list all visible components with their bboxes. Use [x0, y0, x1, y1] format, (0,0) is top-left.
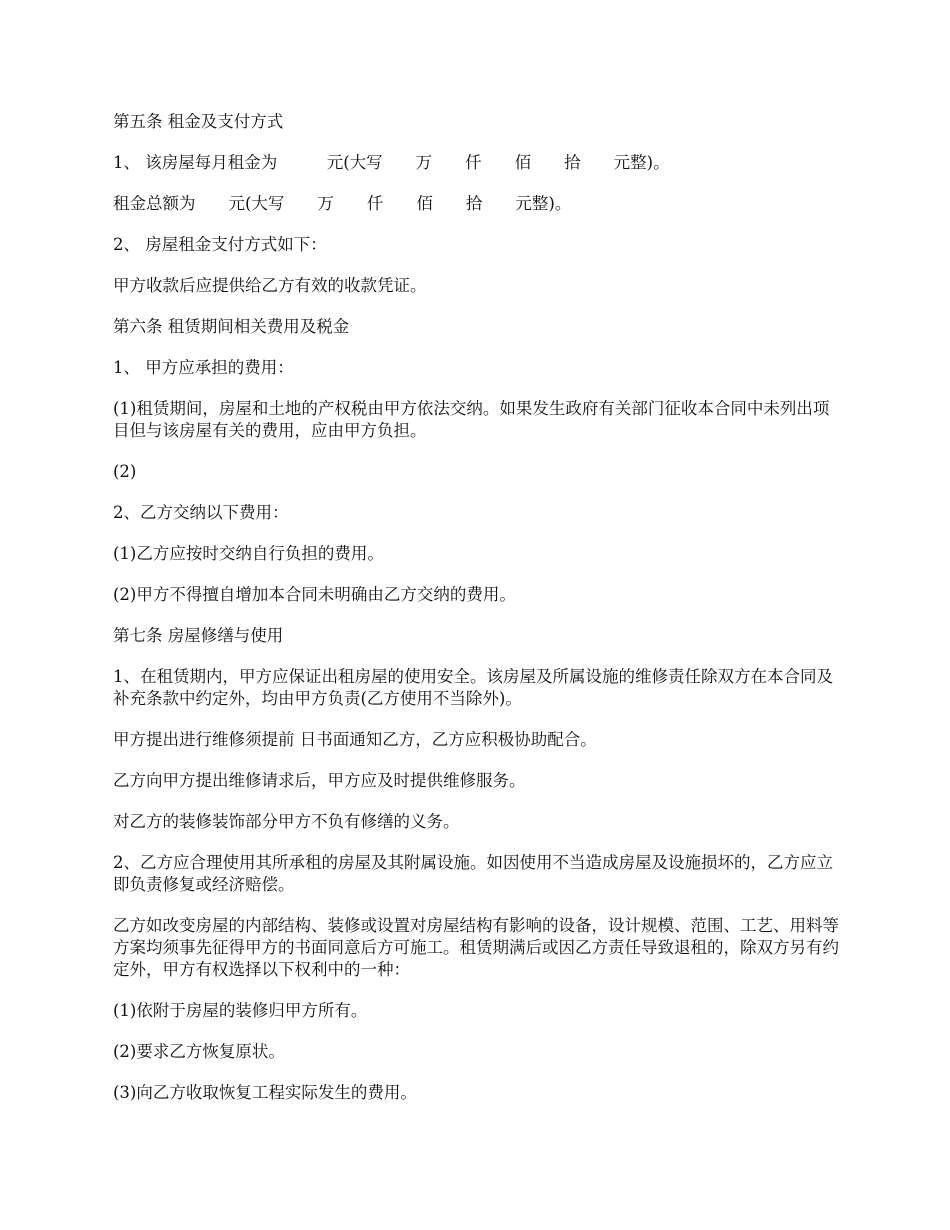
total-rent-clause: 租金总额为 元(大写 万 仟 佰 拾 元整)。 — [113, 194, 572, 213]
party-b-fee-item-2: (2)甲方不得擅自增加本合同未明确由乙方交纳的费用。 — [113, 585, 516, 604]
party-a-fee-item-2: (2) — [113, 462, 137, 481]
payment-method-clause: 2、 房屋租金支付方式如下： — [113, 235, 327, 254]
article-7-heading: 第七条 房屋修缮与使用 — [113, 626, 284, 645]
decoration-clause: 对乙方的装修装饰部分甲方不负有修缮的义务。 — [113, 812, 460, 831]
proper-use-clause: 2、乙方应合理使用其所承租的房屋及其附属设施。如因使用不当造成房屋及设施损坏的，乙方应立即负责修复或经济赔偿。 — [113, 853, 833, 894]
document-body — [113, 111, 843, 1123]
option-3: (3)向乙方收取恢复工程实际发生的费用。 — [113, 1083, 417, 1102]
repair-notice-clause: 甲方提出进行维修须提前 日书面通知乙方，乙方应积极协助配合。 — [113, 730, 597, 749]
party-a-fee-item-1: (1)租赁期间，房屋和土地的产权税由甲方依法交纳。如果发生政府有关部门征收本合同中未列出项目但与该房屋有关的费用，应由甲方负担。 — [113, 399, 830, 440]
party-b-fees-heading: 2、乙方交纳以下费用： — [113, 503, 289, 522]
party-a-fees-heading: 1、 甲方应承担的费用： — [113, 358, 294, 377]
article-5-heading: 第五条 租金及支付方式 — [113, 112, 284, 131]
repair-clause-1: 1、在租赁期内，甲方应保证出租房屋的使用安全。该房屋及所属设施的维修责任除双方在本合同及补充条款中约定外，均由甲方负责(乙方使用不当除外)。 — [113, 667, 833, 708]
monthly-rent-clause: 1、 该房屋每月租金为 元(大写 万 仟 佰 拾 元整)。 — [113, 153, 670, 172]
alteration-clause: 乙方如改变房屋的内部结构、装修或设置对房屋结构有影响的设备，设计规模、范围、工艺、用料等方案均须事先征得甲方的书面同意后方可施工。租赁期满后或因乙方责任导致退租的，除双方另有约定外，甲方有权选择以下权利中的一种： — [113, 916, 839, 979]
option-2: (2)要求乙方恢复原状。 — [113, 1042, 285, 1061]
article-6-heading: 第六条 租赁期间相关费用及税金 — [113, 317, 350, 336]
option-1: (1)依附于房屋的装修归甲方所有。 — [113, 1001, 368, 1020]
receipt-clause: 甲方收款后应提供给乙方有效的收款凭证。 — [113, 276, 427, 295]
party-b-fee-item-1: (1)乙方应按时交纳自行负担的费用。 — [113, 544, 384, 563]
repair-request-clause: 乙方向甲方提出维修请求后，甲方应及时提供维修服务。 — [113, 771, 526, 790]
